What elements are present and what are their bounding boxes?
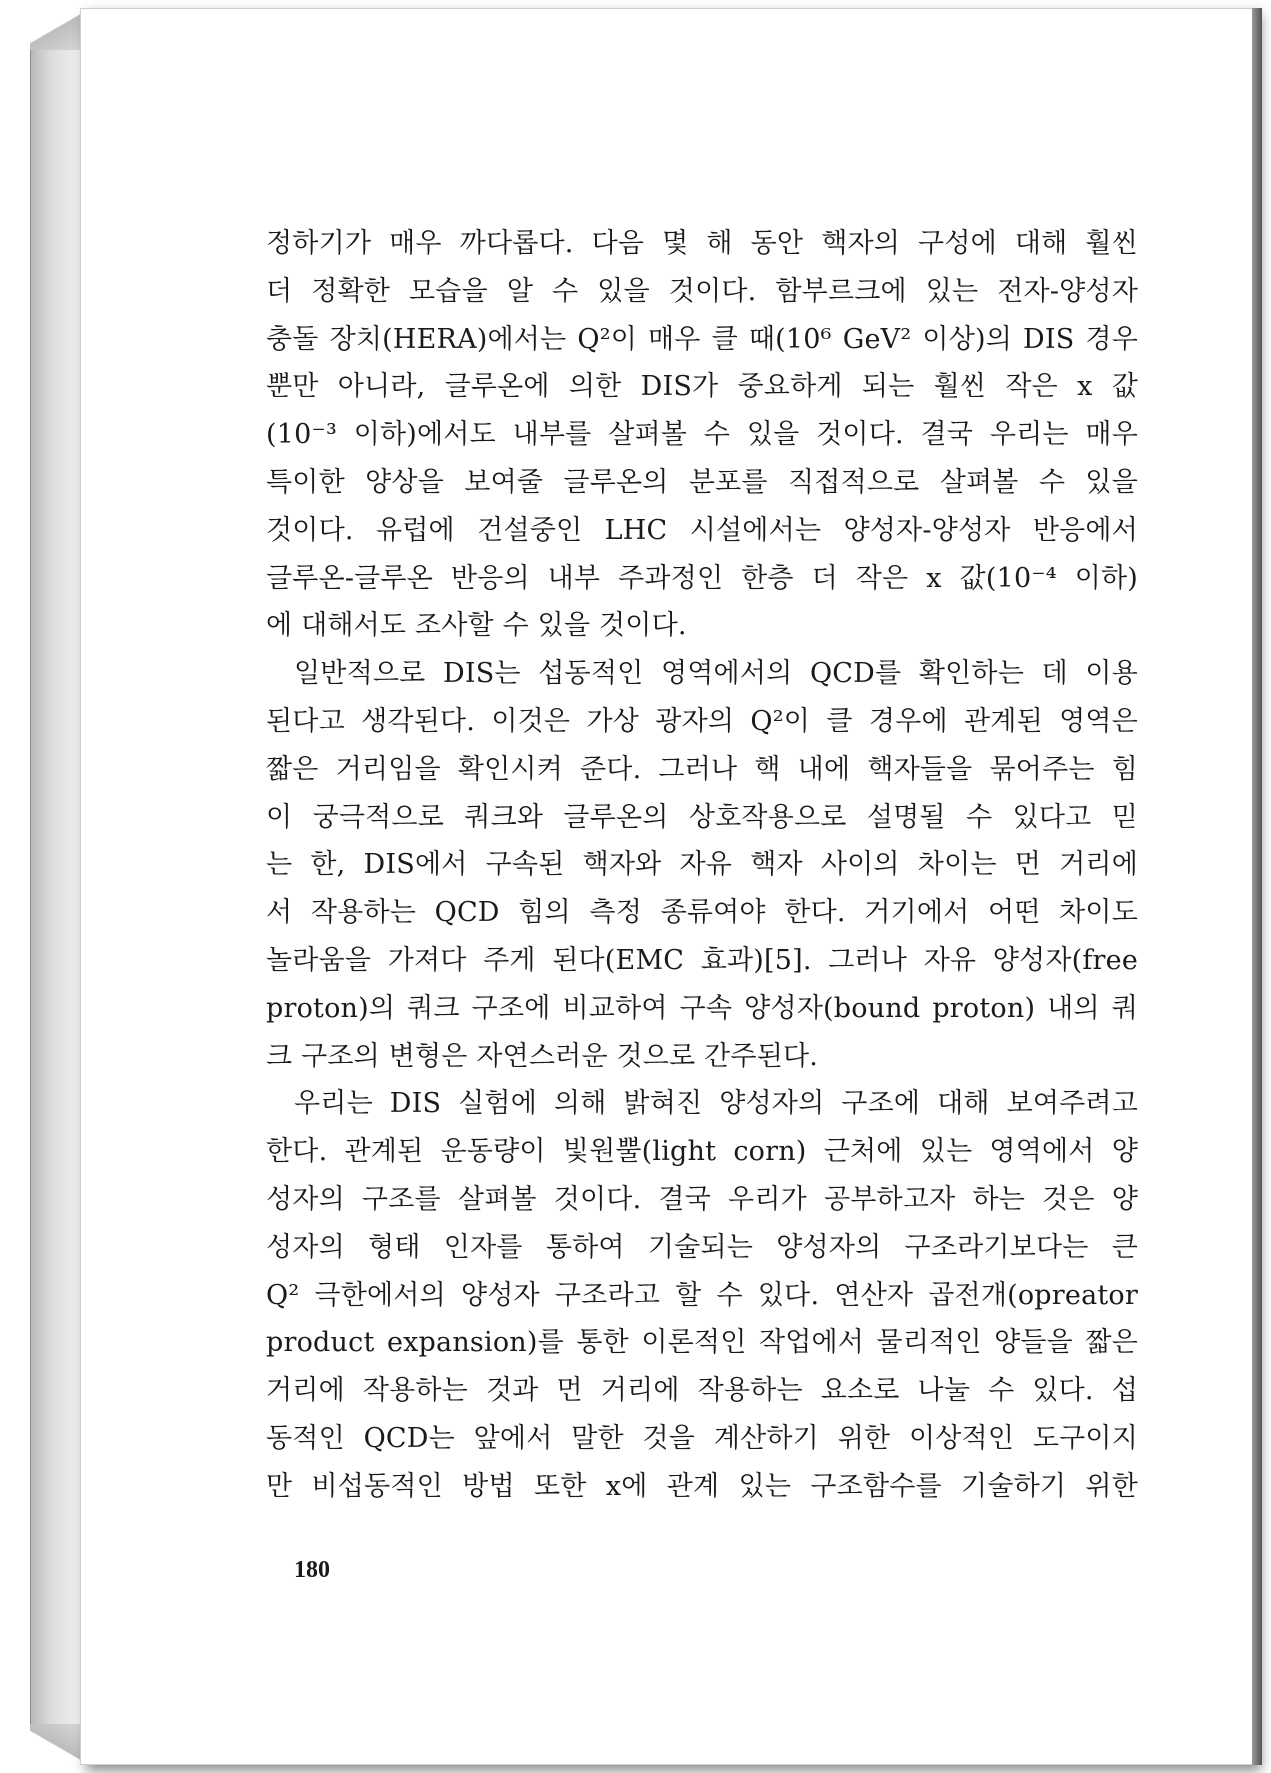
text-line: Q² 극한에서의 양성자 구조라고 할 수 있다. 연산자 곱전개(opreator [266, 1279, 1138, 1311]
text-line: 우리는 DIS 실험에 의해 밝혀진 양성자의 구조에 대해 보여주려고 [294, 1088, 1138, 1120]
text-line: 글루온-글루온 반응의 내부 주과정인 한층 더 작은 x 값(10⁻⁴ 이하) [266, 562, 1138, 594]
page-number: 180 [294, 1557, 330, 1583]
text-line: 놀라움을 가져다 주게 된다(EMC 효과)[5]. 그러나 자유 양성자(free [266, 944, 1138, 976]
text-line: 특이한 양상을 보여줄 글루온의 분포를 직접적으로 살펴볼 수 있을 [266, 466, 1138, 498]
text-line: 거리에 작용하는 것과 먼 거리에 작용하는 요소로 나눌 수 있다. 섭 [266, 1375, 1138, 1407]
spine-bottom-corner [30, 1724, 82, 1766]
text-line: (10⁻³ 이하)에서도 내부를 살펴볼 수 있을 것이다. 결국 우리는 매우 [266, 419, 1138, 451]
text-line: 는 한, DIS에서 구속된 핵자와 자유 핵자 사이의 차이는 먼 거리에 [266, 849, 1138, 881]
text-line: 충돌 장치(HERA)에서는 Q²이 매우 클 때(10⁶ GeV² 이상)의 DIS 경우 [266, 323, 1138, 355]
text-line: 크 구조의 변형은 자연스러운 것으로 간주된다. [266, 1040, 819, 1072]
text-line: 뿐만 아니라, 글루온에 의한 DIS가 중요하게 되는 훨씬 작은 x 값 [266, 371, 1138, 403]
text-line: 정하기가 매우 까다롭다. 다음 몇 해 동안 핵자의 구성에 대해 훨씬 [266, 228, 1138, 259]
text-line: product expansion)를 통한 이론적인 작업에서 물리적인 양들을 짧은 [266, 1327, 1138, 1359]
text-line: 한다. 관계된 운동량이 빛원뿔(light corn) 근처에 있는 영역에서 양 [266, 1136, 1138, 1168]
text-line: 더 정확한 모습을 알 수 있을 것이다. 함부르크에 있는 전자-양성자 [266, 275, 1138, 307]
body-text [266, 220, 1138, 1511]
text-line: proton)의 쿼크 구조에 비교하여 구속 양성자(bound proton) 내의 쿼 [266, 992, 1138, 1024]
text-line: 에 대해서도 조사할 수 있을 것이다. [266, 610, 687, 642]
page-right-edge [1252, 8, 1262, 1765]
text-line: 이 궁극적으로 쿼크와 글루온의 상호작용으로 설명될 수 있다고 믿 [266, 801, 1138, 833]
text-line: 동적인 QCD는 앞에서 말한 것을 계산하기 위한 이상적인 도구이지 [266, 1422, 1138, 1454]
text-line: 짧은 거리임을 확인시켜 준다. 그러나 핵 내에 핵자들을 묶어주는 힘 [266, 753, 1138, 785]
text-line: 성자의 구조를 살펴볼 것이다. 결국 우리가 공부하고자 하는 것은 양 [266, 1183, 1138, 1215]
book-spine [30, 8, 80, 1765]
text-line: 성자의 형태 인자를 통하여 기술되는 양성자의 구조라기보다는 큰 [266, 1231, 1138, 1263]
text-line: 일반적으로 DIS는 섭동적인 영역에서의 QCD를 확인하는 데 이용 [294, 658, 1138, 690]
text-line: 된다고 생각된다. 이것은 가상 광자의 Q²이 클 경우에 관계된 영역은 [266, 705, 1138, 737]
spine-top-corner [30, 8, 82, 50]
text-line: 것이다. 유럽에 건설중인 LHC 시설에서는 양성자-양성자 반응에서 [266, 514, 1138, 546]
text-line: 만 비섭동적인 방법 또한 x에 관계 있는 구조함수를 기술하기 위한 [266, 1470, 1138, 1502]
text-line: 서 작용하는 QCD 힘의 측정 종류여야 한다. 거기에서 어떤 차이도 [266, 897, 1138, 929]
